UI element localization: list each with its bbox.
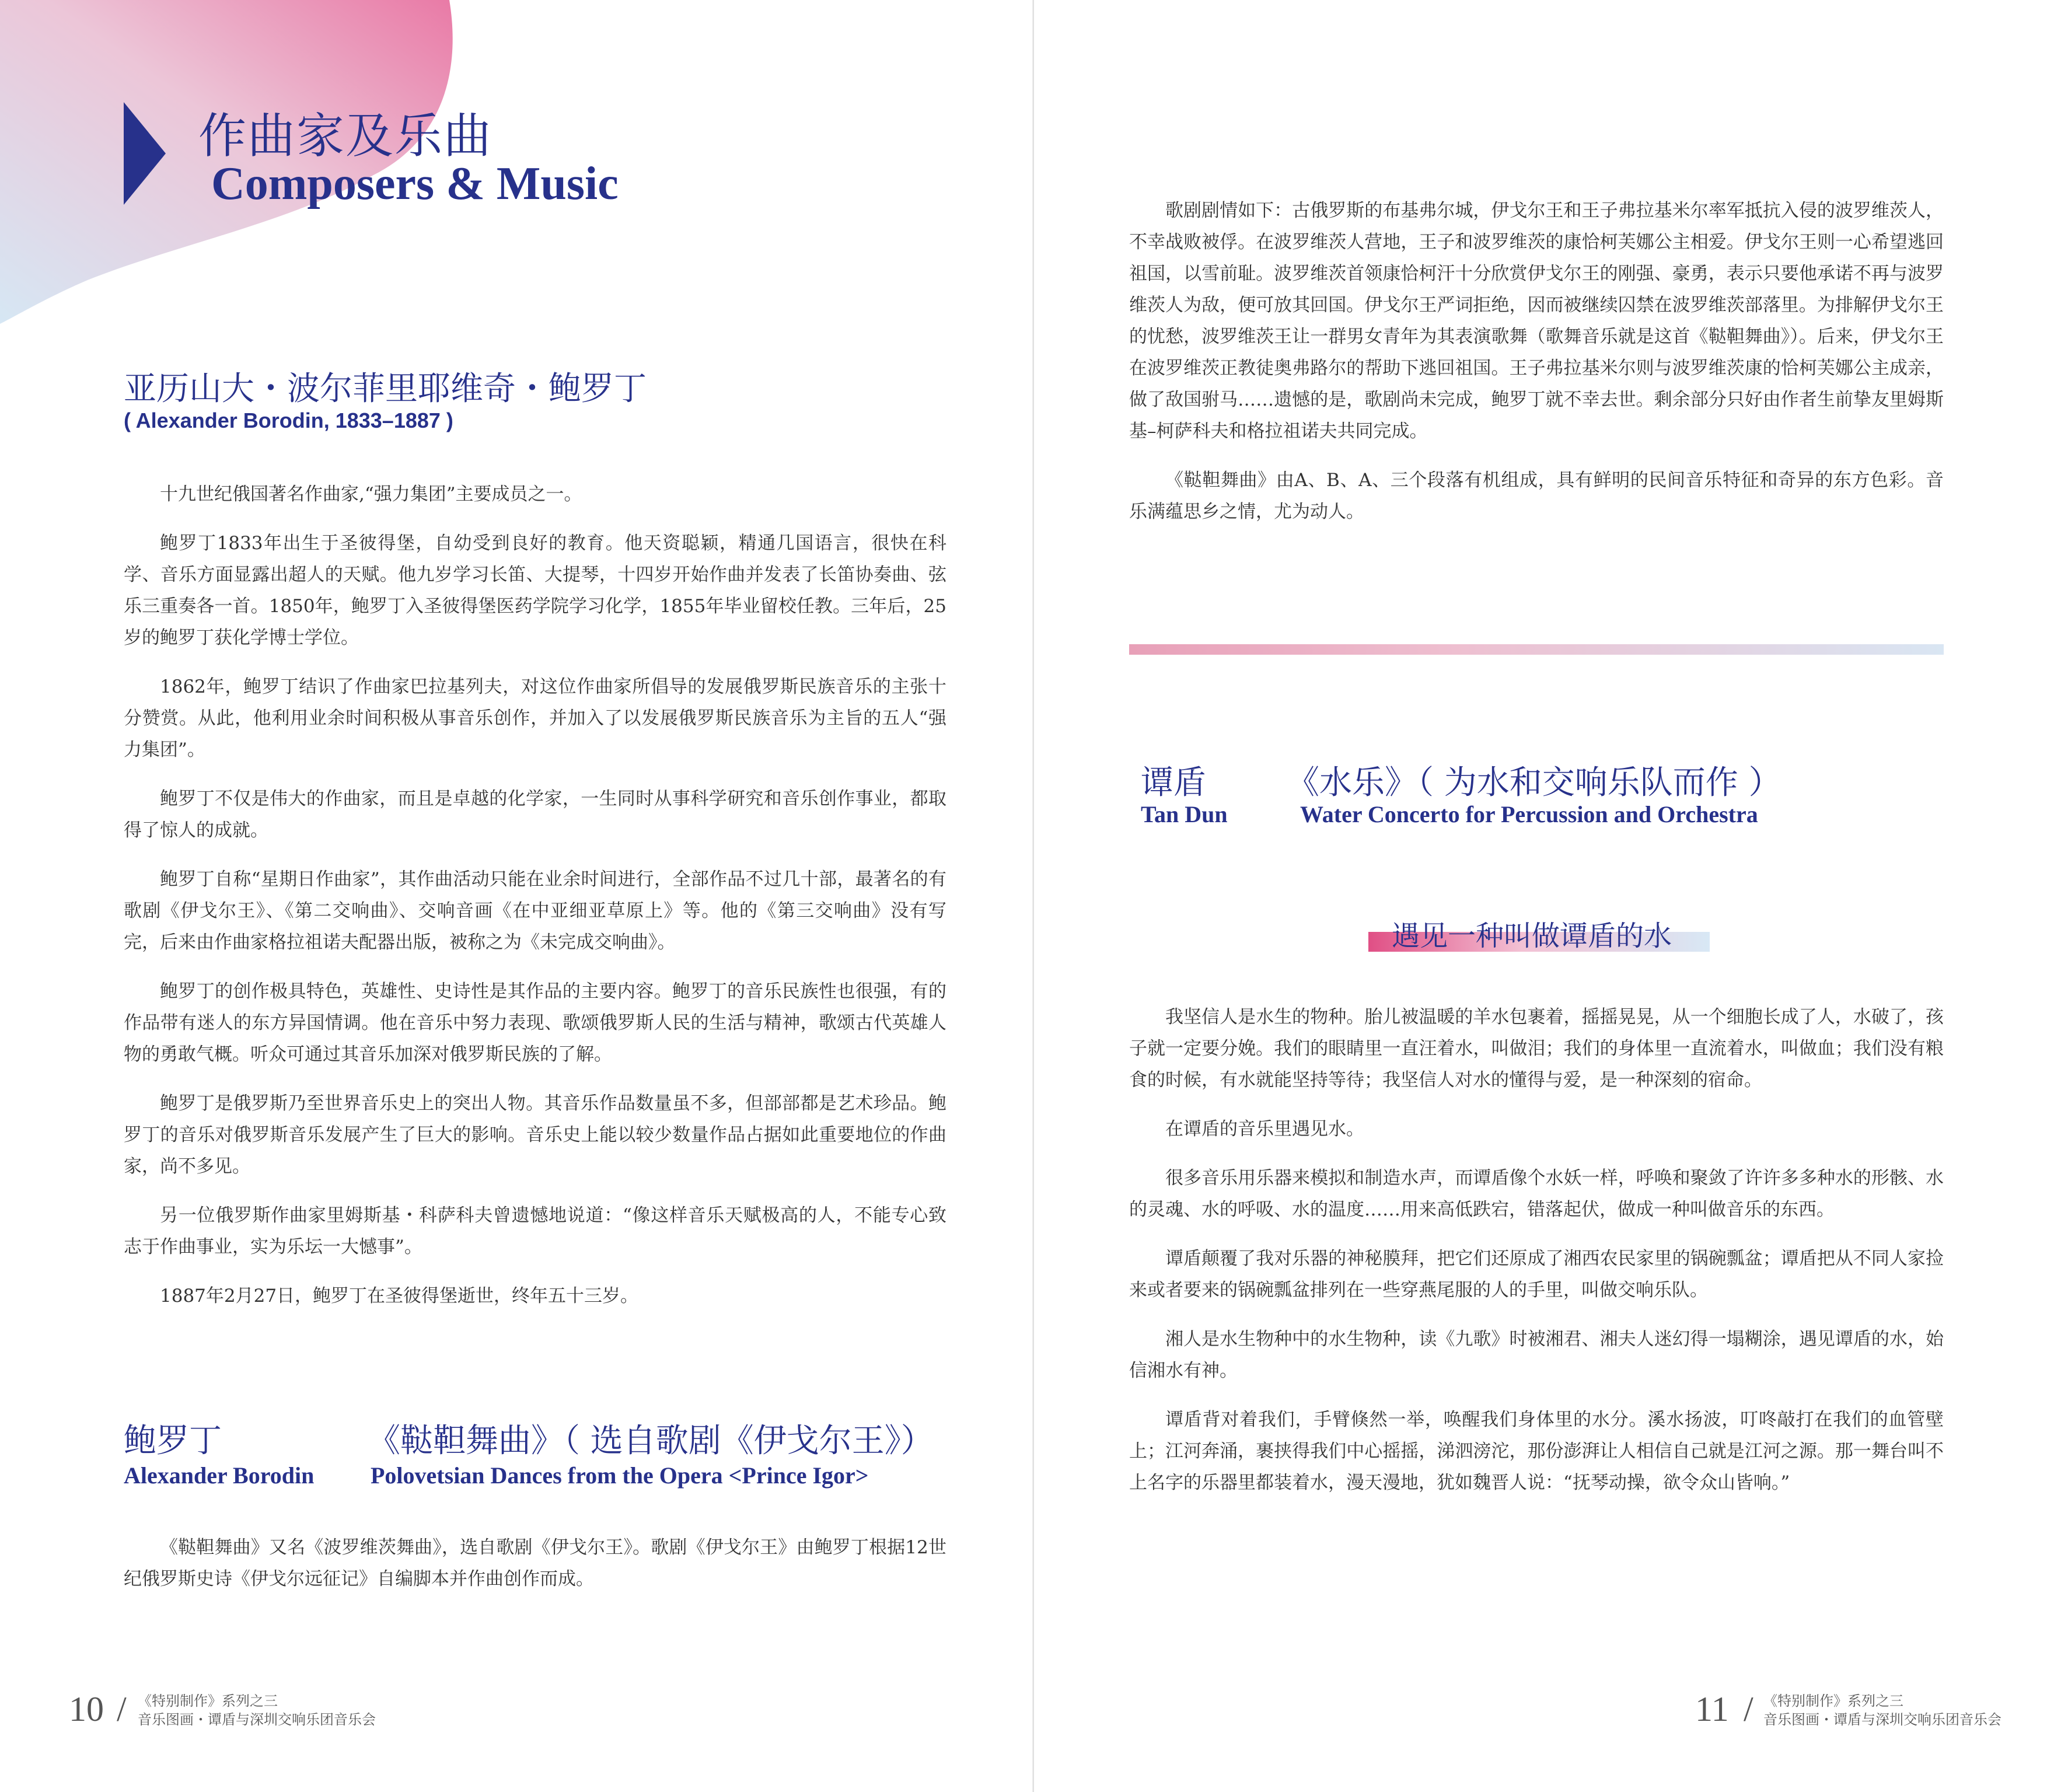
essay-paragraph: 谭盾背对着我们，手臂倏然一举，唤醒我们身体里的水分。溪水扬波，叮咚敲打在我们的血管壁上；江河奔涌，裹挟得我们中心摇摇，涕泗滂沱，那份澎湃让人相信自己就是江河之源。那一舞台叫不上名字的乐器里都装着水，漫天漫地，犹如魏晋人说：“抚琴动操，欲令众山皆响。” bbox=[1129, 1409, 1944, 1493]
page-number: 11 bbox=[1695, 1690, 1729, 1728]
essay-paragraph: 湘人是水生物种中的水生物种，读《九歌》时被湘君、湘夫人迷幻得一塌糊涂，遇见谭盾的水，始信湘水有神。 bbox=[1129, 1329, 1944, 1381]
footer-slash: / bbox=[1744, 1690, 1753, 1728]
bio-paragraph: 鲍罗丁是俄罗斯乃至世界音乐史上的突出人物。其音乐作品数量虽不多，但部部都是艺术珍品。鲍罗丁的音乐对俄罗斯音乐发展产生了巨大的影响。音乐史上能以较少数量作品占据如此重要地位的作曲家，尚不多见。 bbox=[124, 1093, 946, 1177]
section-title-cn: 作曲家及乐曲 bbox=[198, 109, 493, 164]
work-composer-cn: 鲍罗丁 bbox=[124, 1422, 222, 1460]
article-subtitle: 遇见一种叫做谭盾的水 bbox=[1392, 920, 1672, 952]
work2-composer-cn: 谭盾 bbox=[1141, 764, 1206, 802]
footer-series: 《特别制作》系列之三 bbox=[138, 1693, 278, 1709]
work2-composer-en: Tan Dun bbox=[1141, 801, 1228, 827]
right-page bbox=[1034, 0, 2068, 1792]
work2-title-cn: 《水乐》（ 为水和交响乐队而作 ） bbox=[1287, 764, 1781, 802]
footer-concert: 音乐图画・谭盾与深圳交响乐团音乐会 bbox=[1763, 1711, 2001, 1728]
bio-paragraph: 鲍罗丁不仅是伟大的作曲家，而且是卓越的化学家，一生同时从事科学研究和音乐创作事业，都取得了惊人的成就。 bbox=[124, 788, 946, 841]
work-title-en: Polovetsian Dances from the Opera <Prince Igor> bbox=[371, 1462, 869, 1489]
bio-paragraph: 1862年，鲍罗丁结识了作曲家巴拉基列夫，对这位作曲家所倡导的发展俄罗斯民族音乐的主张十分赞赏。从此，他利用业余时间积极从事音乐创作，并加入了以发展俄罗斯民族音乐为主旨的五人“强力集团”。 bbox=[124, 676, 946, 760]
work-description bbox=[124, 1532, 946, 1612]
essay-paragraph: 我坚信人是水生的物种。胎儿被温暖的羊水包裹着，摇摇晃晃，从一个细胞长成了人，水破了，孩子就一定要分娩。我们的眼睛里一直汪着水，叫做泪；我们的身体里一直流着水，叫做血；我们没有粮食的时候，有水就能坚持等待；我坚信人对水的懂得与爱，是一种深刻的宿命。 bbox=[1129, 1007, 1944, 1091]
page-number: 10 bbox=[69, 1690, 104, 1728]
section-title-en: Composers & Music bbox=[211, 158, 619, 209]
work-title-cn: 《鞑靼舞曲》（ 选自歌剧《伊戈尔王》） bbox=[368, 1422, 934, 1460]
bio-paragraph: 鲍罗丁1833年出生于圣彼得堡，自幼受到良好的教育。他天资聪颖，精通几国语言，很快在科学、音乐方面显露出超人的天赋。他九岁学习长笛、大提琴，十四岁开始作曲并发表了长笛协奏曲、弦乐三重奏各一首。1850年，鲍罗丁入圣彼得堡医药学院学习化学，1855年毕业留校任教。三年后，25岁的鲍罗丁获化学博士学位。 bbox=[124, 533, 946, 648]
footer-series: 《特别制作》系列之三 bbox=[1763, 1693, 1903, 1709]
composer-name-en: ( Alexander Borodin, 1833–1887 ) bbox=[124, 408, 453, 432]
essay-paragraph: 在谭盾的音乐里遇见水。 bbox=[1165, 1119, 1364, 1140]
essay-paragraph: 很多音乐用乐器来模拟和制造水声，而谭盾像个水妖一样，呼唤和聚敛了许许多多种水的形骸、水的灵魂、水的呼吸、水的温度……用来高低跌宕，错落起伏，做成一种叫做音乐的东西。 bbox=[1129, 1168, 1944, 1220]
composer-name-cn: 亚历山大・波尔菲里耶维奇・鲍罗丁 bbox=[124, 370, 647, 408]
bio-paragraph: 1887年2月27日，鲍罗丁在圣彼得堡逝世，终年五十三岁。 bbox=[160, 1286, 639, 1307]
opera-paragraph: 歌剧剧情如下：古俄罗斯的布基弗尔城，伊戈尔王和王子弗拉基米尔率军抵抗入侵的波罗维茨人，不幸战败被俘。在波罗维茨人营地，王子和波罗维茨的康恰柯芙娜公主相爱。伊戈尔王则一心希望逃回祖国，以雪前耻。波罗维茨首领康恰柯汗十分欣赏伊戈尔王的刚强、豪勇，表示只要他承诺不再与波罗维茨人为敌，便可放其回国。伊戈尔王严词拒绝，因而被继续囚禁在波罗维茨部落里。为排解伊戈尔王的忧愁，波罗维茨王让一群男女青年为其表演歌舞（歌舞音乐就是这首《鞑靼舞曲》）。后来，伊戈尔王在波罗维茨正教徒奥弗路尔的帮助下逃回祖国。王子弗拉基米尔则与波罗维茨康的恰柯芙娜公主成亲，做了敌国驸马……遗憾的是，歌剧尚未完成，鲍罗丁就不幸去世。剩余部分只好由作者生前挚友里姆斯基–柯萨科夫和格拉祖诺夫共同完成。 bbox=[1129, 200, 1944, 442]
essay-paragraph: 谭盾颠覆了我对乐器的神秘膜拜，把它们还原成了湘西农民家里的锅碗瓢盆；谭盾把从不同人家捡来或者要来的锅碗瓢盆排列在一些穿燕尾服的人的手里，叫做交响乐队。 bbox=[1129, 1248, 1944, 1301]
work-paragraph: 《鞑靼舞曲》又名《波罗维茨舞曲》，选自歌剧《伊戈尔王》。歌剧《伊戈尔王》由鲍罗丁根据12世纪俄罗斯史诗《伊戈尔远征记》自编脚本并作曲创作而成。 bbox=[124, 1537, 946, 1590]
title-chevron-icon bbox=[124, 102, 166, 205]
water-essay bbox=[1129, 1001, 1944, 1516]
work2-title-en: Water Concerto for Percussion and Orchestra bbox=[1300, 801, 1758, 827]
bio-paragraph: 另一位俄罗斯作曲家里姆斯基・科萨科夫曾遗憾地说道：“像这样音乐天赋极高的人，不能专心致志于作曲事业，实为乐坛一大憾事”。 bbox=[124, 1205, 946, 1257]
bio-paragraph: 鲍罗丁自称“星期日作曲家”，其作曲活动只能在业余时间进行，全部作品不过几十部，最著名的有歌剧《伊戈尔王》、《第二交响曲》、交响音画《在中亚细亚草原上》等。他的《第三交响曲》没有写完，后来由作曲家格拉祖诺夫配器出版，被称之为《未完成交响曲》。 bbox=[124, 869, 946, 953]
footer-concert: 音乐图画・谭盾与深圳交响乐团音乐会 bbox=[138, 1711, 376, 1728]
bio-paragraph: 鲍罗丁的创作极具特色，英雄性、史诗性是其作品的主要内容。鲍罗丁的音乐民族性也很强，有的作品带有迷人的东方异国情调。他在音乐中努力表现、歌颂俄罗斯人民的生活与精神，歌颂古代英雄人物的勇敢气概。听众可通过其音乐加深对俄罗斯民族的了解。 bbox=[124, 981, 946, 1065]
opera-synopsis bbox=[1129, 195, 1944, 545]
work-composer-en: Alexander Borodin bbox=[124, 1462, 315, 1489]
composer-bio bbox=[124, 478, 946, 1329]
bio-paragraph: 十九世纪俄国著名作曲家,“强力集团”主要成员之一。 bbox=[160, 484, 582, 505]
section-divider-bar bbox=[1129, 644, 1944, 655]
opera-paragraph: 《鞑靼舞曲》由A、B、A、三个段落有机组成，具有鲜明的民间音乐特征和奇异的东方色彩。音乐满蕴思乡之情，尤为动人。 bbox=[1129, 470, 1944, 522]
footer-slash: / bbox=[117, 1690, 127, 1728]
